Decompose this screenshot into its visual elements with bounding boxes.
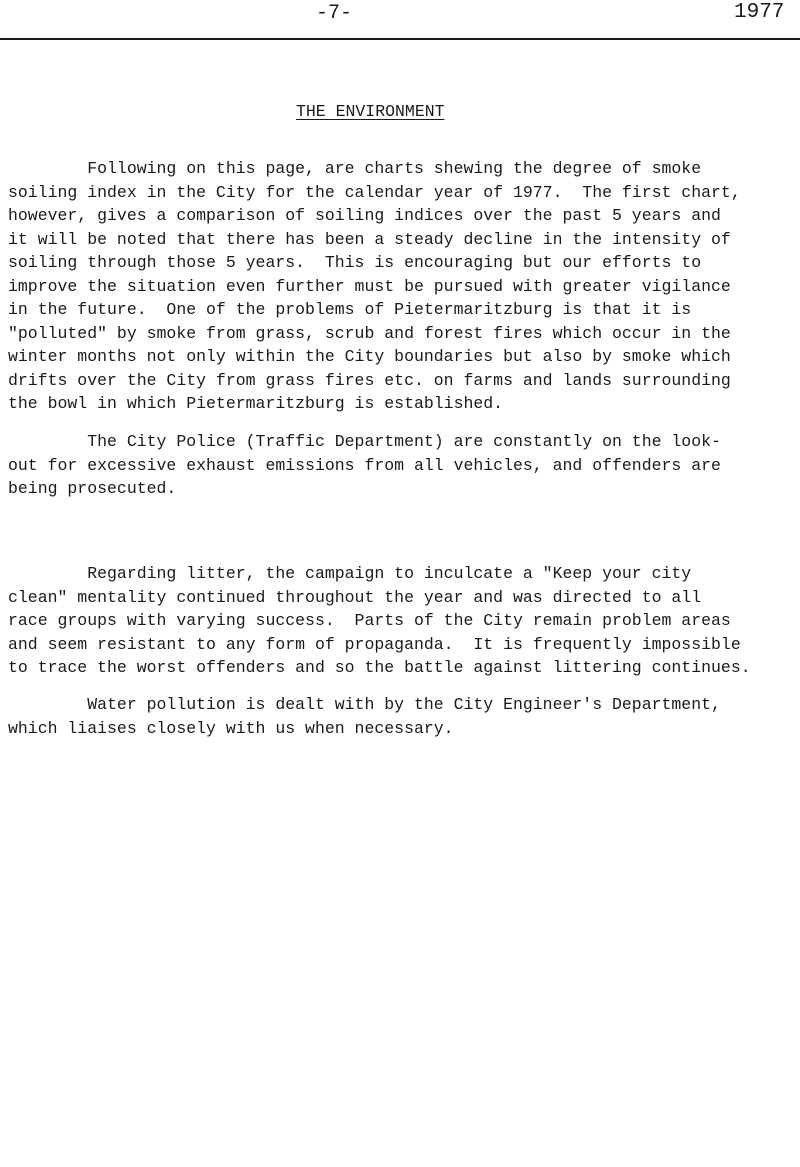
header-rule xyxy=(0,38,800,40)
paragraph-litter: Regarding litter, the campaign to inculcate a "Keep your city clean" mentality continued throughout the year and was directed to all race groups with varying success. Parts of the City remain problem areas and seem resistant to any form of propaganda. It is frequently impossible to trace the worst offenders and so the battle against littering continues. xyxy=(8,564,751,677)
header-year: 1977 xyxy=(734,1,785,24)
paragraph-water-pollution: Water pollution is dealt with by the City Engineer's Department, which liaises closely with us when necessary. xyxy=(8,695,721,738)
paragraph-exhaust-emissions: The City Police (Traffic Department) are constantly on the look- out for excessive exhaust emissions from all vehicles, and offenders are being prosecuted. xyxy=(8,432,721,498)
section-title: THE ENVIRONMENT xyxy=(296,102,445,121)
page-number: -7- xyxy=(316,2,353,25)
paragraph-smoke-soiling: Following on this page, are charts shewing the degree of smoke soiling index in the City for the calendar year of 1977. The first chart, however, gives a comparison of soiling indices over the past 5 years and it will be noted that there has been a steady decline in the intensity of soiling through those 5 years. This is encouraging but our efforts to improve the situation even further must be pursued with greater vigilance in the future. One of the problems of Pietermaritzburg is that it is "polluted" by smoke from grass, scrub and forest fires which occur in the winter months not only within the City boundaries but also by smoke which drifts over the City from grass fires etc. on farms and lands surrounding the bowl in which Pietermaritzburg is established. xyxy=(8,159,741,413)
